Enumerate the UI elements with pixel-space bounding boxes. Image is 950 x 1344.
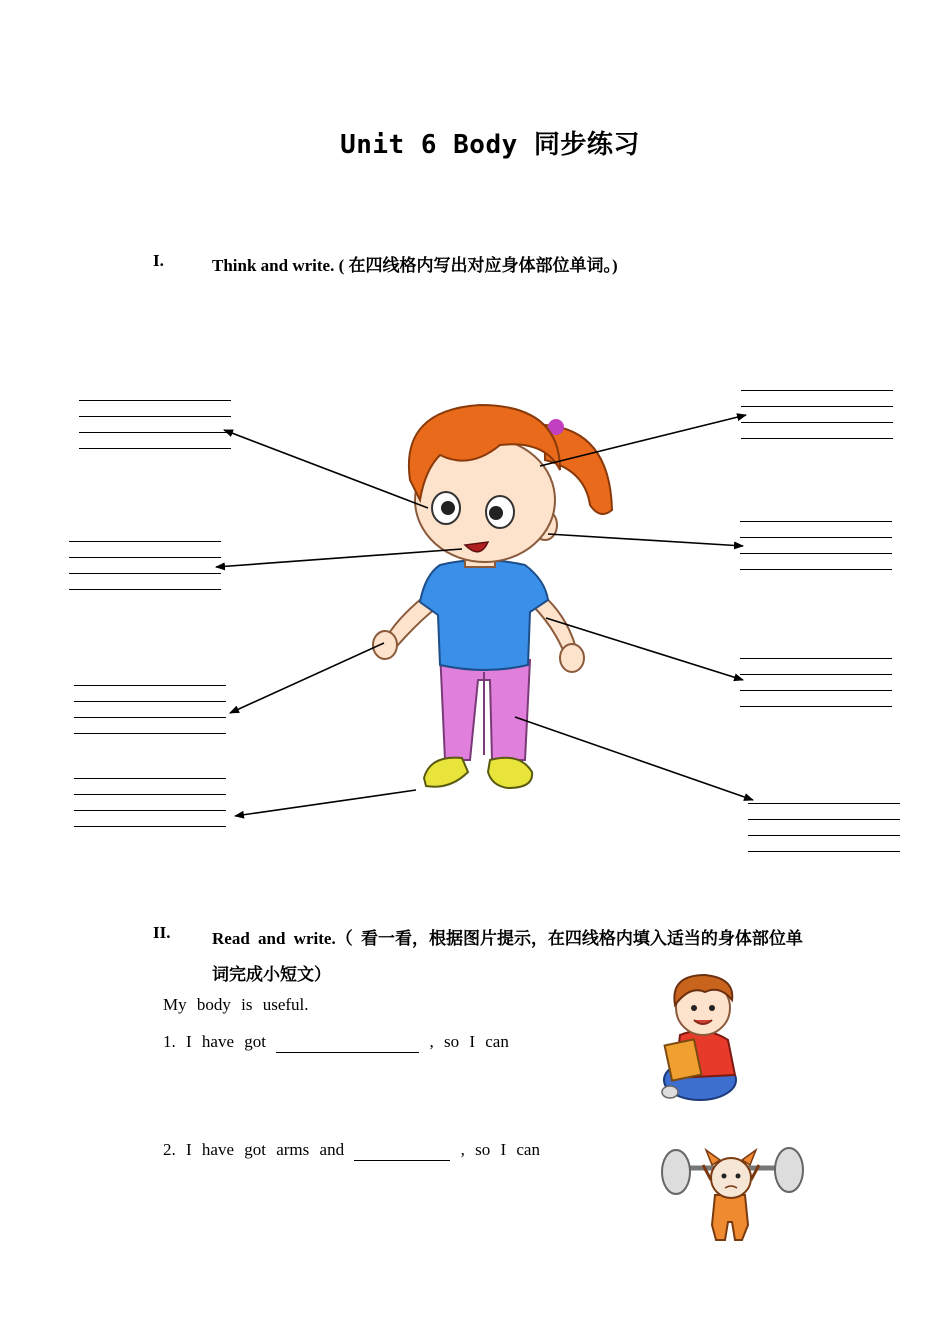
sentence-1-before: I have got — [186, 1032, 266, 1051]
page-title: Unit 6 Body 同步练习 — [340, 130, 640, 160]
sentence-2 — [163, 1140, 540, 1161]
sentence-1-number: 1. — [163, 1032, 176, 1051]
section-2-heading: Read and write.（ 看一看，根据图片提示，在四线格内填入适当的身体部位单词完成小短文） — [212, 929, 803, 984]
intro-sentence: My body is useful. — [163, 995, 309, 1014]
section-1-number: I. — [153, 251, 164, 270]
sentence-2-after: , so I can — [460, 1140, 540, 1159]
sentence-1-after: , so I can — [429, 1032, 509, 1051]
blank-1[interactable] — [276, 1032, 419, 1053]
blank-2[interactable] — [354, 1140, 450, 1161]
sentence-2-number: 2. — [163, 1140, 176, 1159]
section-1-heading: Think and write. ( 在四线格内写出对应身体部位单词。) — [212, 256, 618, 275]
weightlifter-illustration — [662, 1148, 803, 1240]
girl-illustration — [373, 405, 612, 788]
section-2-number: II. — [153, 923, 171, 942]
sentence-2-before: I have got arms and — [186, 1140, 345, 1159]
reading-boy-illustration — [662, 975, 736, 1100]
sentence-1 — [163, 1032, 509, 1053]
